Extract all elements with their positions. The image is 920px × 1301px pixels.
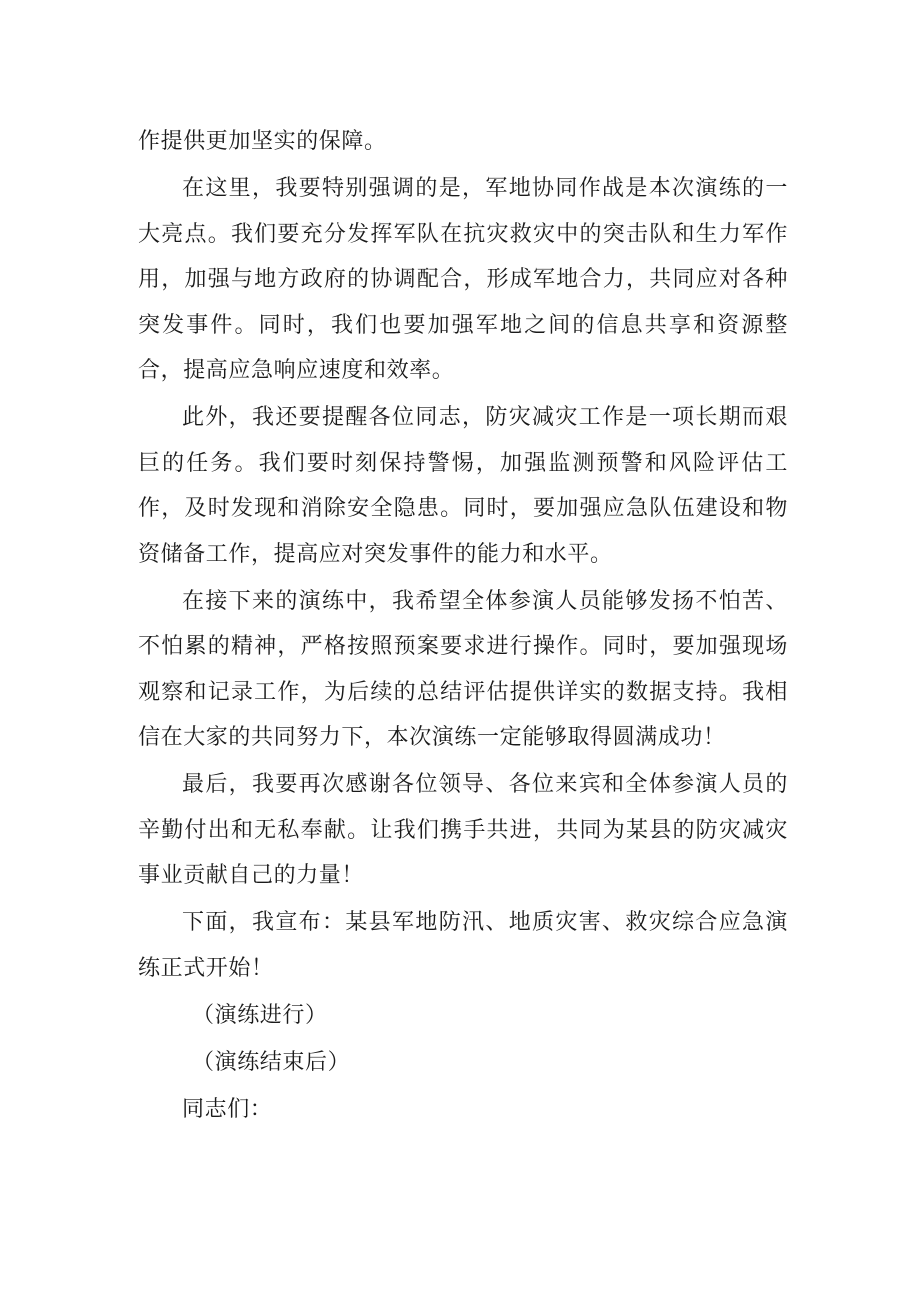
paragraph-disaster-prevention-reminder: 此外，我还要提醒各位同志，防灾减灾工作是一项长期而艰巨的任务。我们要时刻保持警惕，加强监测预警和风险评估工作，及时发现和消除安全隐患。同时，要加强应急队伍建设和物资储备工作，提高应对突发事件的能力和水平。 [138,405,788,567]
paragraph-thanks: 最后，我要再次感谢各位领导、各位来宾和全体参演人员的辛勤付出和无私奉献。让我们携手共进，共同为某县的防灾减灾事业贡献自己的力量！ [138,772,788,888]
paragraph-military-civil-cooperation: 在这里，我要特别强调的是，军地协同作战是本次演练的一大亮点。我们要充分发挥军队在抗灾救灾中的突击队和生力军作用，加强与地方政府的协调配合，形成军地合力，共同应对各种突发事件。同时，我们也要加强军地之间的信息共享和资源整合，提高应急响应速度和效率。 [138,176,788,383]
paragraph-continuation: 作提供更加坚实的保障。 [138,129,387,154]
salutation: 同志们： [182,1096,273,1122]
document-body [138,119,788,1134]
stage-direction-after-drill: （演练结束后） [192,1049,351,1075]
paragraph-drill-expectations: 在接下来的演练中，我希望全体参演人员能够发扬不怕苦、不怕累的精神，严格按照预案要求进行操作。同时，要加强现场观察和记录工作，为后续的总结评估提供详实的数据支持。我相信在大家的共同努力下，本次演练一定能够取得圆满成功！ [138,588,788,750]
stage-direction-drill-in-progress: （演练进行） [192,1002,328,1028]
paragraph-drill-announcement: 下面，我宣布：某县军地防汛、地质灾害、救灾综合应急演练正式开始！ [138,910,788,981]
